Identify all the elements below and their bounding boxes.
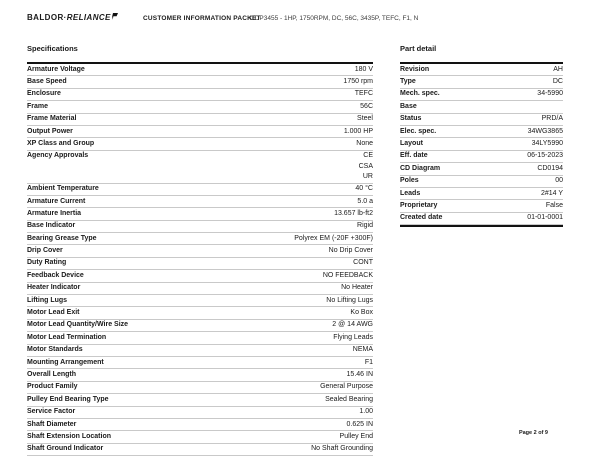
table-row	[27, 221, 373, 233]
table-row	[27, 332, 373, 344]
row-value: No Heater	[341, 284, 373, 292]
row-value: Flying Leads	[333, 333, 373, 341]
row-value: Sealed Bearing	[325, 395, 373, 403]
row-label: Mech. spec.	[400, 90, 440, 98]
row-value: AH	[553, 65, 563, 73]
row-label: Revision	[400, 65, 430, 73]
table-row	[400, 188, 563, 200]
row-label: Eff. date	[400, 152, 428, 160]
table-row	[27, 184, 373, 196]
table-row	[400, 101, 563, 113]
row-label: Proprietary	[400, 201, 438, 209]
table-row	[27, 320, 373, 332]
table-row	[27, 151, 373, 184]
row-value: 06-15-2023	[527, 152, 563, 160]
table-row	[27, 444, 373, 456]
row-label: Type	[400, 77, 416, 85]
row-value: Pulley End	[339, 432, 373, 440]
table-row	[27, 407, 373, 419]
table-row	[27, 431, 373, 443]
row-value: 15.46 IN	[346, 370, 373, 378]
row-value: 40 °C	[355, 185, 373, 193]
table-row	[27, 114, 373, 126]
row-value: Rigid	[357, 222, 373, 230]
row-label: Poles	[400, 177, 419, 185]
logo-reliance-text: RELIANCE	[66, 13, 111, 22]
row-label: Base Speed	[27, 77, 67, 85]
row-label: CD Diagram	[400, 164, 441, 172]
table-row	[27, 101, 373, 113]
row-value: 01-01-0001	[527, 214, 563, 222]
row-value: 180 V	[354, 65, 373, 73]
row-value: No Lifting Lugs	[326, 296, 373, 304]
table-row	[27, 64, 373, 76]
table-row	[27, 208, 373, 220]
table-row	[400, 64, 563, 76]
row-label: Heater Indicator	[27, 284, 81, 292]
table-row	[27, 270, 373, 282]
row-value: General Purpose	[320, 383, 373, 391]
row-value: NO FEEDBACK	[322, 271, 373, 279]
row-value: CONT	[353, 259, 373, 267]
table-row	[400, 76, 563, 88]
row-value: 00	[555, 177, 563, 185]
row-value: 2 @ 14 AWG	[332, 321, 373, 329]
table-row	[27, 89, 373, 101]
row-label: Output Power	[27, 127, 73, 135]
table-row	[27, 369, 373, 381]
table-row	[27, 295, 373, 307]
table-row	[400, 200, 563, 212]
row-label: Shaft Ground Indicator	[27, 445, 104, 453]
row-value: None	[356, 139, 373, 147]
table-row	[27, 357, 373, 369]
row-value: 1750 rpm	[343, 77, 373, 85]
table-row	[400, 213, 563, 225]
row-label: Elec. spec.	[400, 127, 437, 135]
row-label: Motor Lead Quantity/Wire Size	[27, 321, 129, 329]
row-label: Status	[400, 115, 422, 123]
row-label: Created date	[400, 214, 443, 222]
row-label: Overall Length	[27, 370, 77, 378]
part-detail-table	[400, 62, 563, 227]
row-label: Layout	[400, 139, 423, 147]
page-number: Page 2 of 9	[518, 430, 548, 436]
row-value: 34LY5990	[531, 139, 563, 147]
table-row	[27, 382, 373, 394]
row-label: Agency Approvals	[27, 152, 89, 160]
table-row	[400, 89, 563, 101]
row-value: Steel	[357, 115, 373, 123]
row-label: Shaft Diameter	[27, 420, 77, 428]
specifications-table	[27, 62, 373, 456]
row-value: No Drip Cover	[328, 247, 373, 255]
page-header	[27, 13, 573, 27]
row-value: CD0194	[537, 164, 563, 172]
specifications-title: Specifications	[27, 44, 78, 53]
table-row	[400, 176, 563, 188]
specifications-section	[27, 44, 373, 456]
part-detail-title: Part detail	[400, 44, 437, 53]
row-label: Product Family	[27, 383, 78, 391]
row-label: Bearing Grease Type	[27, 234, 97, 242]
row-label: Duty Rating	[27, 259, 67, 267]
row-label: Base Indicator	[27, 222, 76, 230]
row-value: 1.00	[359, 408, 373, 416]
row-value: CE CSA UR	[358, 152, 373, 180]
document-title: CUSTOMER INFORMATION PACKET	[143, 15, 261, 22]
table-row	[27, 138, 373, 150]
row-value: 0.625 IN	[346, 420, 373, 428]
row-value: 5.0 a	[357, 197, 373, 205]
table-row	[400, 163, 563, 175]
row-label: Motor Lead Termination	[27, 333, 107, 341]
table-row	[27, 126, 373, 138]
table-row	[27, 76, 373, 88]
row-value: 34-5990	[537, 90, 563, 98]
row-value: False	[545, 201, 563, 209]
row-value: 13.657 lb-ft2	[334, 209, 373, 217]
table-row	[400, 114, 563, 126]
row-value: Polyrex EM (-20F +300F)	[294, 234, 373, 242]
table-row	[27, 394, 373, 406]
row-value: DC	[552, 77, 563, 85]
row-label: Pulley End Bearing Type	[27, 395, 109, 403]
row-value: NEMA	[352, 346, 373, 354]
table-row	[27, 196, 373, 208]
row-value: No Shaft Grounding	[311, 445, 373, 453]
row-value: PRD/A	[541, 115, 563, 123]
row-value: 2#14 Y	[540, 189, 563, 197]
logo-dot-separator: ·	[63, 13, 67, 22]
row-label: Frame	[27, 102, 49, 110]
row-label: Armature Current	[27, 197, 86, 205]
row-label: XP Class and Group	[27, 139, 95, 147]
row-value: Ko Box	[350, 309, 373, 317]
table-row	[400, 126, 563, 138]
row-value: 34WG3865	[527, 127, 563, 135]
table-row	[27, 307, 373, 319]
table-row	[400, 138, 563, 150]
baldor-reliance-logo	[27, 13, 118, 22]
row-label: Frame Material	[27, 115, 77, 123]
part-detail-section	[400, 44, 563, 227]
row-label: Feedback Device	[27, 271, 84, 279]
row-value: 1.000 HP	[343, 127, 373, 135]
row-label: Mounting Arrangement	[27, 358, 104, 366]
table-row	[27, 345, 373, 357]
table-row	[27, 245, 373, 257]
row-label: Drip Cover	[27, 247, 63, 255]
row-value: TEFC	[354, 90, 373, 98]
row-label: Armature Voltage	[27, 65, 85, 73]
row-label: Lifting Lugs	[27, 296, 68, 304]
row-value: F1	[364, 358, 373, 366]
row-label: Service Factor	[27, 408, 76, 416]
row-label: Motor Standards	[27, 346, 83, 354]
row-label: Ambient Temperature	[27, 185, 99, 193]
table-row	[27, 419, 373, 431]
table-row	[27, 283, 373, 295]
row-label: Shaft Extension Location	[27, 432, 112, 440]
logo-baldor-text: BALDOR	[27, 13, 64, 22]
row-label: Motor Lead Exit	[27, 309, 80, 317]
row-label: Enclosure	[27, 90, 61, 98]
row-label: Armature Inertia	[27, 209, 82, 217]
row-label: Base	[400, 102, 417, 110]
part-number-subtitle: CDP3455 - 1HP, 1750RPM, DC, 56C, 3435P, TEFC, F1, N	[250, 15, 419, 22]
row-value: 56C	[360, 102, 373, 110]
table-row	[27, 258, 373, 270]
table-row	[400, 151, 563, 163]
reliance-flag-icon	[112, 13, 118, 22]
table-row	[27, 233, 373, 245]
row-label: Leads	[400, 189, 421, 197]
